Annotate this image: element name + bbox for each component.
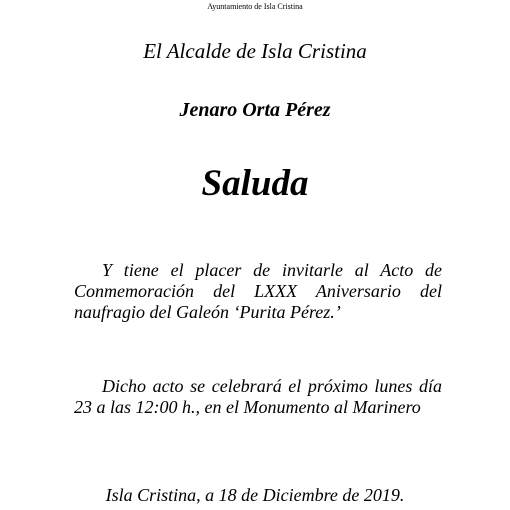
invitation-paragraph: Y tiene el placer de invitarle al Acto de Conmemoración del LXXX Aniversario del naufragio del Galeón ‘Purita Pérez.’ [74,260,442,322]
event-details-paragraph: Dicho acto se celebrará el próximo lunes día 23 a las 12:00 h., en el Monumento al Marinero [74,376,442,417]
page-header: Ayuntamiento de Isla Cristina [207,2,303,11]
date-closing: Isla Cristina, a 18 de Diciembre de 2019. [105,485,405,505]
mayor-name: Jenaro Orta Pérez [179,99,331,121]
saluda-heading: Saluda [201,163,309,204]
mayor-title: El Alcalde de Isla Cristina [143,39,367,63]
